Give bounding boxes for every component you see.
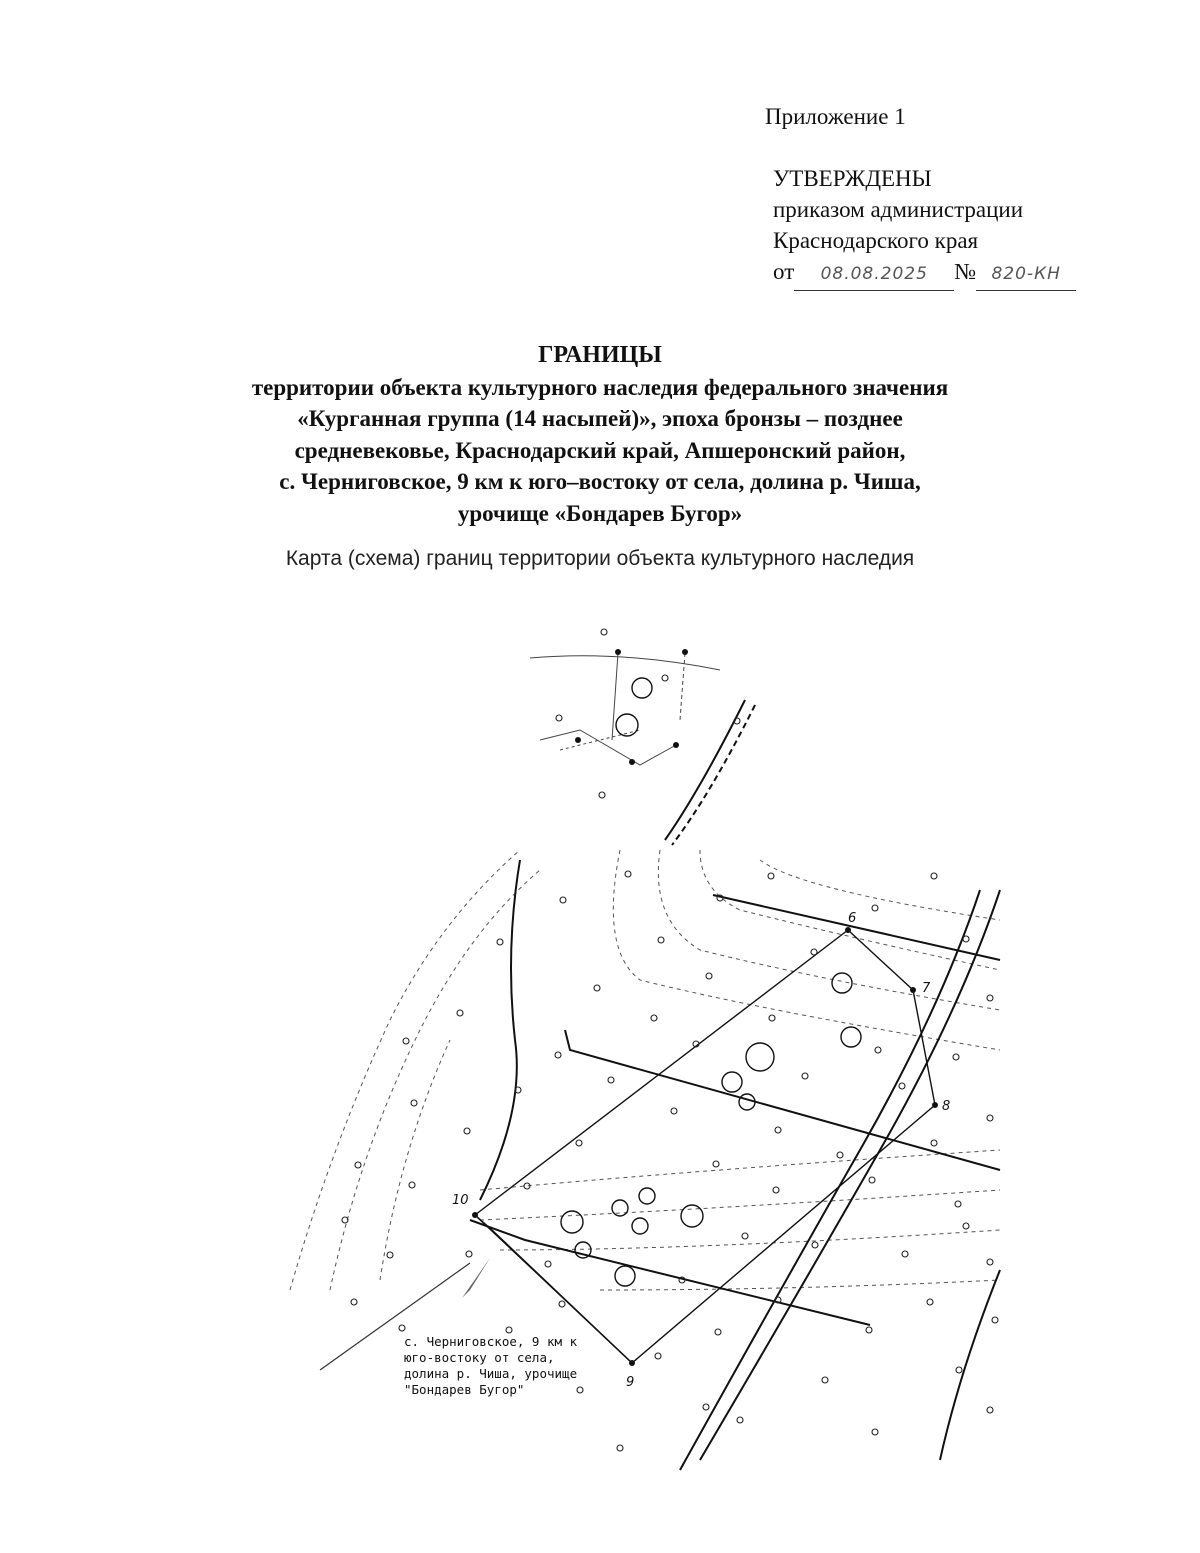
- approved-heading: УТВЕРЖДЕНЫ: [773, 166, 932, 191]
- map-caption-line-1: с. Черниговское, 9 км к: [404, 1334, 578, 1349]
- mound-circle: [616, 714, 638, 736]
- date-field: [794, 256, 954, 291]
- corner-point: [629, 759, 635, 765]
- number-handwritten: 820-КН: [991, 264, 1061, 284]
- boundary-point-6: [845, 927, 851, 933]
- title-line-2: «Курганная группа (14 насыпей)», эпоха бронзы – позднее: [297, 406, 903, 431]
- corner-point: [673, 742, 679, 748]
- boundary-point-7: [910, 987, 916, 993]
- mound-circle: [739, 1094, 755, 1110]
- document-title: [150, 340, 1050, 529]
- point-label-6: 6: [848, 911, 857, 926]
- number-prefix: №: [954, 259, 977, 284]
- boundary-point-8: [932, 1102, 938, 1108]
- mound-circle: [841, 1027, 861, 1047]
- title-line-1: территории объекта культурного наследия федерального значения: [251, 374, 949, 400]
- corner-point: [575, 737, 581, 743]
- appendix-label: Приложение 1: [765, 104, 906, 129]
- boundary-point-9: [629, 1360, 635, 1366]
- approved-region-line: Краснодарского края: [773, 228, 979, 253]
- map-subtitle: Карта (схема) границ территории объекта культурного наследия: [285, 547, 915, 570]
- mound-markers: [561, 678, 861, 1286]
- point-label-10: 10: [452, 1193, 469, 1208]
- approved-by-line: приказом администрации: [773, 197, 1024, 222]
- top-fragment-lines: [530, 653, 720, 765]
- date-number-line: [773, 256, 1076, 291]
- mound-circle: [632, 1218, 648, 1234]
- mound-circle: [632, 678, 652, 698]
- map-caption-line-2: юго-востоку от села,: [404, 1350, 555, 1365]
- boundary-map: [0, 590, 1200, 1553]
- boundary-point-10: [472, 1212, 478, 1218]
- boundary-polygon: [475, 930, 935, 1363]
- number-field: [976, 256, 1076, 291]
- date-prefix: от: [773, 259, 795, 284]
- approval-block: [773, 163, 1076, 291]
- map-caption-line-4: "Бондарев Бугор": [404, 1382, 525, 1397]
- title-line-5: урочище «Бондарев Бугор»: [457, 500, 743, 526]
- title-main: ГРАНИЦЫ: [538, 342, 662, 368]
- map-caption-line-3: долина р. Чиша, урочище: [404, 1366, 578, 1381]
- mound-circle: [575, 1242, 591, 1258]
- mound-circle: [722, 1072, 742, 1092]
- boundary-points: [472, 649, 938, 1366]
- point-label-9: 9: [626, 1375, 635, 1390]
- mound-circle: [561, 1211, 583, 1233]
- title-line-3: средневековье, Краснодарский край, Апшеронский район,: [294, 437, 906, 463]
- mound-circle: [746, 1043, 774, 1071]
- point-label-7: 7: [922, 981, 931, 996]
- mound-circle: [615, 1266, 635, 1286]
- survey-points: [342, 629, 998, 1451]
- title-line-4: с. Черниговское, 9 км к юго–востоку от села, долина р. Чиша,: [279, 469, 921, 494]
- date-handwritten: 08.08.2025: [820, 264, 928, 284]
- mound-circle: [612, 1200, 628, 1216]
- point-label-8: 8: [942, 1099, 951, 1114]
- mound-circle: [681, 1205, 703, 1227]
- corner-point: [682, 649, 688, 655]
- mound-circle: [639, 1188, 655, 1204]
- corner-point: [615, 649, 621, 655]
